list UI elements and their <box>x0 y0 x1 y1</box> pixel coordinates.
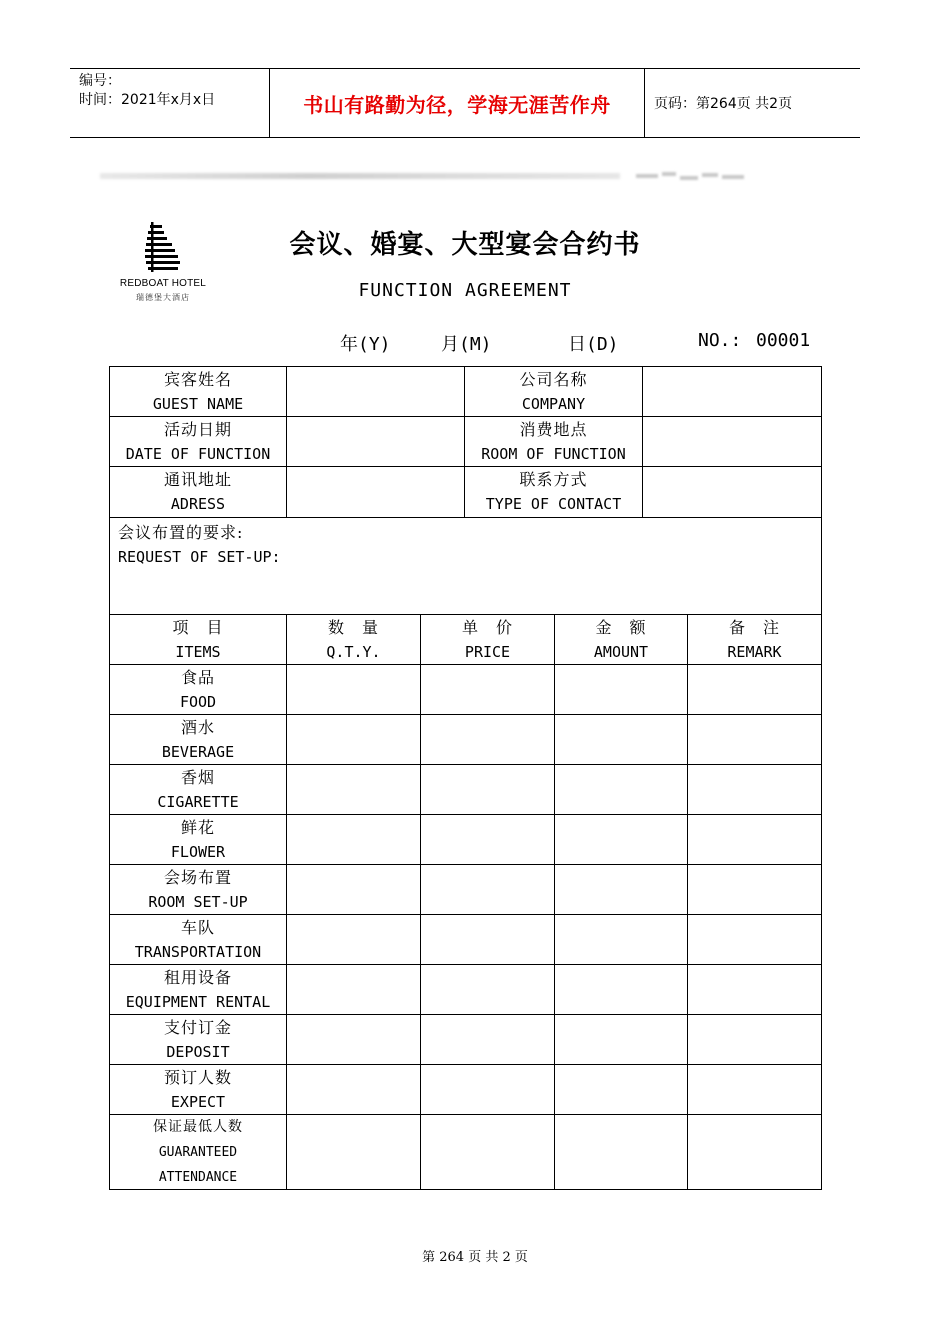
item-label-cn: 香烟 <box>180 767 215 787</box>
price-cell[interactable] <box>420 764 555 815</box>
column-header-en: ITEMS <box>175 642 221 661</box>
remark-cell[interactable] <box>687 914 822 965</box>
item-label-en: FOOD <box>179 692 217 711</box>
item-label-en: EQUIPMENT RENTAL <box>125 992 271 1011</box>
item-label <box>109 814 287 865</box>
document-title: 会议、婚宴、大型宴会合约书 <box>289 230 641 260</box>
qty-cell[interactable] <box>286 1064 421 1115</box>
item-label-en: CIGARETTE <box>157 792 239 811</box>
remark-cell[interactable] <box>687 1014 822 1065</box>
amount-cell[interactable] <box>554 664 688 715</box>
contact-type-label <box>464 466 643 518</box>
company-field[interactable] <box>642 366 822 417</box>
setup-request-en: REQUEST OF SET-UP: <box>118 548 281 566</box>
price-cell[interactable] <box>420 664 555 715</box>
column-header-cn: 单 价 <box>461 617 513 637</box>
guest-name-field[interactable] <box>286 366 465 417</box>
address-label <box>109 466 287 518</box>
guest-name-cn: 宾客姓名 <box>163 369 232 389</box>
blurred-mark <box>636 170 746 182</box>
logo-name: REDBOAT HOTEL <box>119 278 207 289</box>
header-motto: 书山有路勤为径，学海无涯苦作舟 <box>270 69 645 137</box>
page-footer: 第 264 页 共 2 页 <box>422 1250 528 1265</box>
remark-cell[interactable] <box>687 1064 822 1115</box>
company-label <box>464 366 643 417</box>
column-header-amount <box>554 614 688 665</box>
guest-name-en: GUEST NAME <box>152 394 244 413</box>
logo-chinese-name: 瑞德堡大酒店 <box>136 293 190 302</box>
company-en: COMPANY <box>521 394 586 413</box>
column-header-price <box>420 614 555 665</box>
column-header-remark <box>687 614 822 665</box>
time-label: 时间：2021年x月x日 <box>79 92 216 108</box>
qty-cell[interactable] <box>286 914 421 965</box>
qty-cell[interactable] <box>286 664 421 715</box>
header-page-info: 页码：第264页 共2页 <box>654 96 793 112</box>
price-cell[interactable] <box>420 1114 555 1190</box>
item-label-en: EXPECT <box>170 1092 226 1111</box>
column-header-en: AMOUNT <box>593 642 649 661</box>
agreement-number: 00001 <box>756 330 811 351</box>
document-subtitle: FUNCTION AGREEMENT <box>358 280 572 301</box>
date-of-function-cn: 活动日期 <box>163 419 232 439</box>
price-cell[interactable] <box>420 714 555 765</box>
address-cn: 通讯地址 <box>163 470 232 489</box>
remark-cell[interactable] <box>687 814 822 865</box>
item-label-en: ROOM SET-UP <box>148 892 248 911</box>
boat-logo-icon <box>144 222 182 274</box>
number-field-label: NO.: <box>698 330 742 351</box>
price-cell[interactable] <box>420 914 555 965</box>
item-label-en: DEPOSIT <box>166 1042 230 1061</box>
column-header-cn: 数 量 <box>327 617 379 637</box>
blurred-divider <box>100 173 620 179</box>
remark-cell[interactable] <box>687 764 822 815</box>
qty-cell[interactable] <box>286 1114 421 1190</box>
item-label-cn: 鲜花 <box>180 817 215 837</box>
item-label-cn: 预订人数 <box>163 1067 232 1087</box>
price-cell[interactable] <box>420 1064 555 1115</box>
room-of-function-cn: 消费地点 <box>519 419 588 439</box>
setup-request-field[interactable] <box>109 517 822 615</box>
item-label <box>109 664 287 715</box>
item-label <box>109 914 287 965</box>
column-header-cn: 备 注 <box>728 617 780 637</box>
remark-cell[interactable] <box>687 864 822 915</box>
item-label-cn: 酒水 <box>180 717 215 737</box>
item-label <box>109 764 287 815</box>
item-label-en-line2: ATTENDANCE <box>158 1169 238 1185</box>
number-label: 编号： <box>79 73 121 89</box>
room-of-function-en: ROOM OF FUNCTION <box>481 444 626 463</box>
item-label-cn: 会场布置 <box>163 867 232 887</box>
hotel-logo <box>118 222 208 306</box>
qty-cell[interactable] <box>286 814 421 865</box>
item-label-cn: 支付订金 <box>163 1017 232 1037</box>
address-field[interactable] <box>286 466 465 518</box>
item-label <box>109 1114 287 1190</box>
month-label: 月(M) <box>441 334 492 355</box>
header-meta <box>70 69 270 137</box>
date-of-function-label <box>109 416 287 467</box>
company-cn: 公司名称 <box>519 369 588 389</box>
item-label-en: BEVERAGE <box>161 742 235 761</box>
contact-type-en: TYPE OF CONTACT <box>485 495 622 513</box>
item-label-en: FLOWER <box>170 842 226 861</box>
item-label-cn: 保证最低人数 <box>153 1118 243 1135</box>
amount-cell[interactable] <box>554 764 688 815</box>
amount-cell[interactable] <box>554 714 688 765</box>
column-header-en: REMARK <box>727 642 782 661</box>
price-cell[interactable] <box>420 964 555 1015</box>
remark-cell[interactable] <box>687 714 822 765</box>
remark-cell[interactable] <box>687 1114 822 1190</box>
item-label <box>109 864 287 915</box>
item-label-cn: 车队 <box>180 917 215 937</box>
item-label-cn: 租用设备 <box>163 967 232 987</box>
price-cell[interactable] <box>420 864 555 915</box>
column-header-cn: 金 额 <box>595 617 647 637</box>
agreement-form-table <box>109 366 822 1196</box>
amount-cell[interactable] <box>554 1114 688 1190</box>
amount-cell[interactable] <box>554 964 688 1015</box>
qty-cell[interactable] <box>286 964 421 1015</box>
remark-cell[interactable] <box>687 664 822 715</box>
item-label <box>109 714 287 765</box>
page-header <box>70 68 860 138</box>
column-header-cn: 项 目 <box>172 617 224 637</box>
amount-cell[interactable] <box>554 864 688 915</box>
qty-cell[interactable] <box>286 1014 421 1065</box>
column-header-en: Q.T.Y. <box>326 642 381 661</box>
item-label <box>109 1064 287 1115</box>
item-label <box>109 964 287 1015</box>
amount-cell[interactable] <box>554 914 688 965</box>
room-of-function-label <box>464 416 643 467</box>
qty-cell[interactable] <box>286 714 421 765</box>
column-header-en: PRICE <box>464 642 511 661</box>
amount-cell[interactable] <box>554 814 688 865</box>
amount-cell[interactable] <box>554 1064 688 1115</box>
price-cell[interactable] <box>420 814 555 865</box>
setup-request-cn: 会议布置的要求: <box>118 523 244 542</box>
year-label: 年(Y) <box>340 334 391 355</box>
price-cell[interactable] <box>420 1014 555 1065</box>
remark-cell[interactable] <box>687 964 822 1015</box>
room-of-function-field[interactable] <box>642 416 822 467</box>
qty-cell[interactable] <box>286 764 421 815</box>
column-header-qty <box>286 614 421 665</box>
date-of-function-en: DATE OF FUNCTION <box>125 444 271 463</box>
item-label-cn: 食品 <box>180 667 215 687</box>
item-label-en: GUARANTEED <box>158 1144 238 1160</box>
amount-cell[interactable] <box>554 1014 688 1065</box>
guest-name-label <box>109 366 287 417</box>
date-of-function-field[interactable] <box>286 416 465 467</box>
contact-type-field[interactable] <box>642 466 822 518</box>
column-header-items <box>109 614 287 665</box>
day-label: 日(D) <box>568 334 619 355</box>
item-label <box>109 1014 287 1065</box>
contact-type-cn: 联系方式 <box>519 470 588 489</box>
item-label-en: TRANSPORTATION <box>134 942 262 961</box>
address-en: ADRESS <box>170 495 226 513</box>
qty-cell[interactable] <box>286 864 421 915</box>
